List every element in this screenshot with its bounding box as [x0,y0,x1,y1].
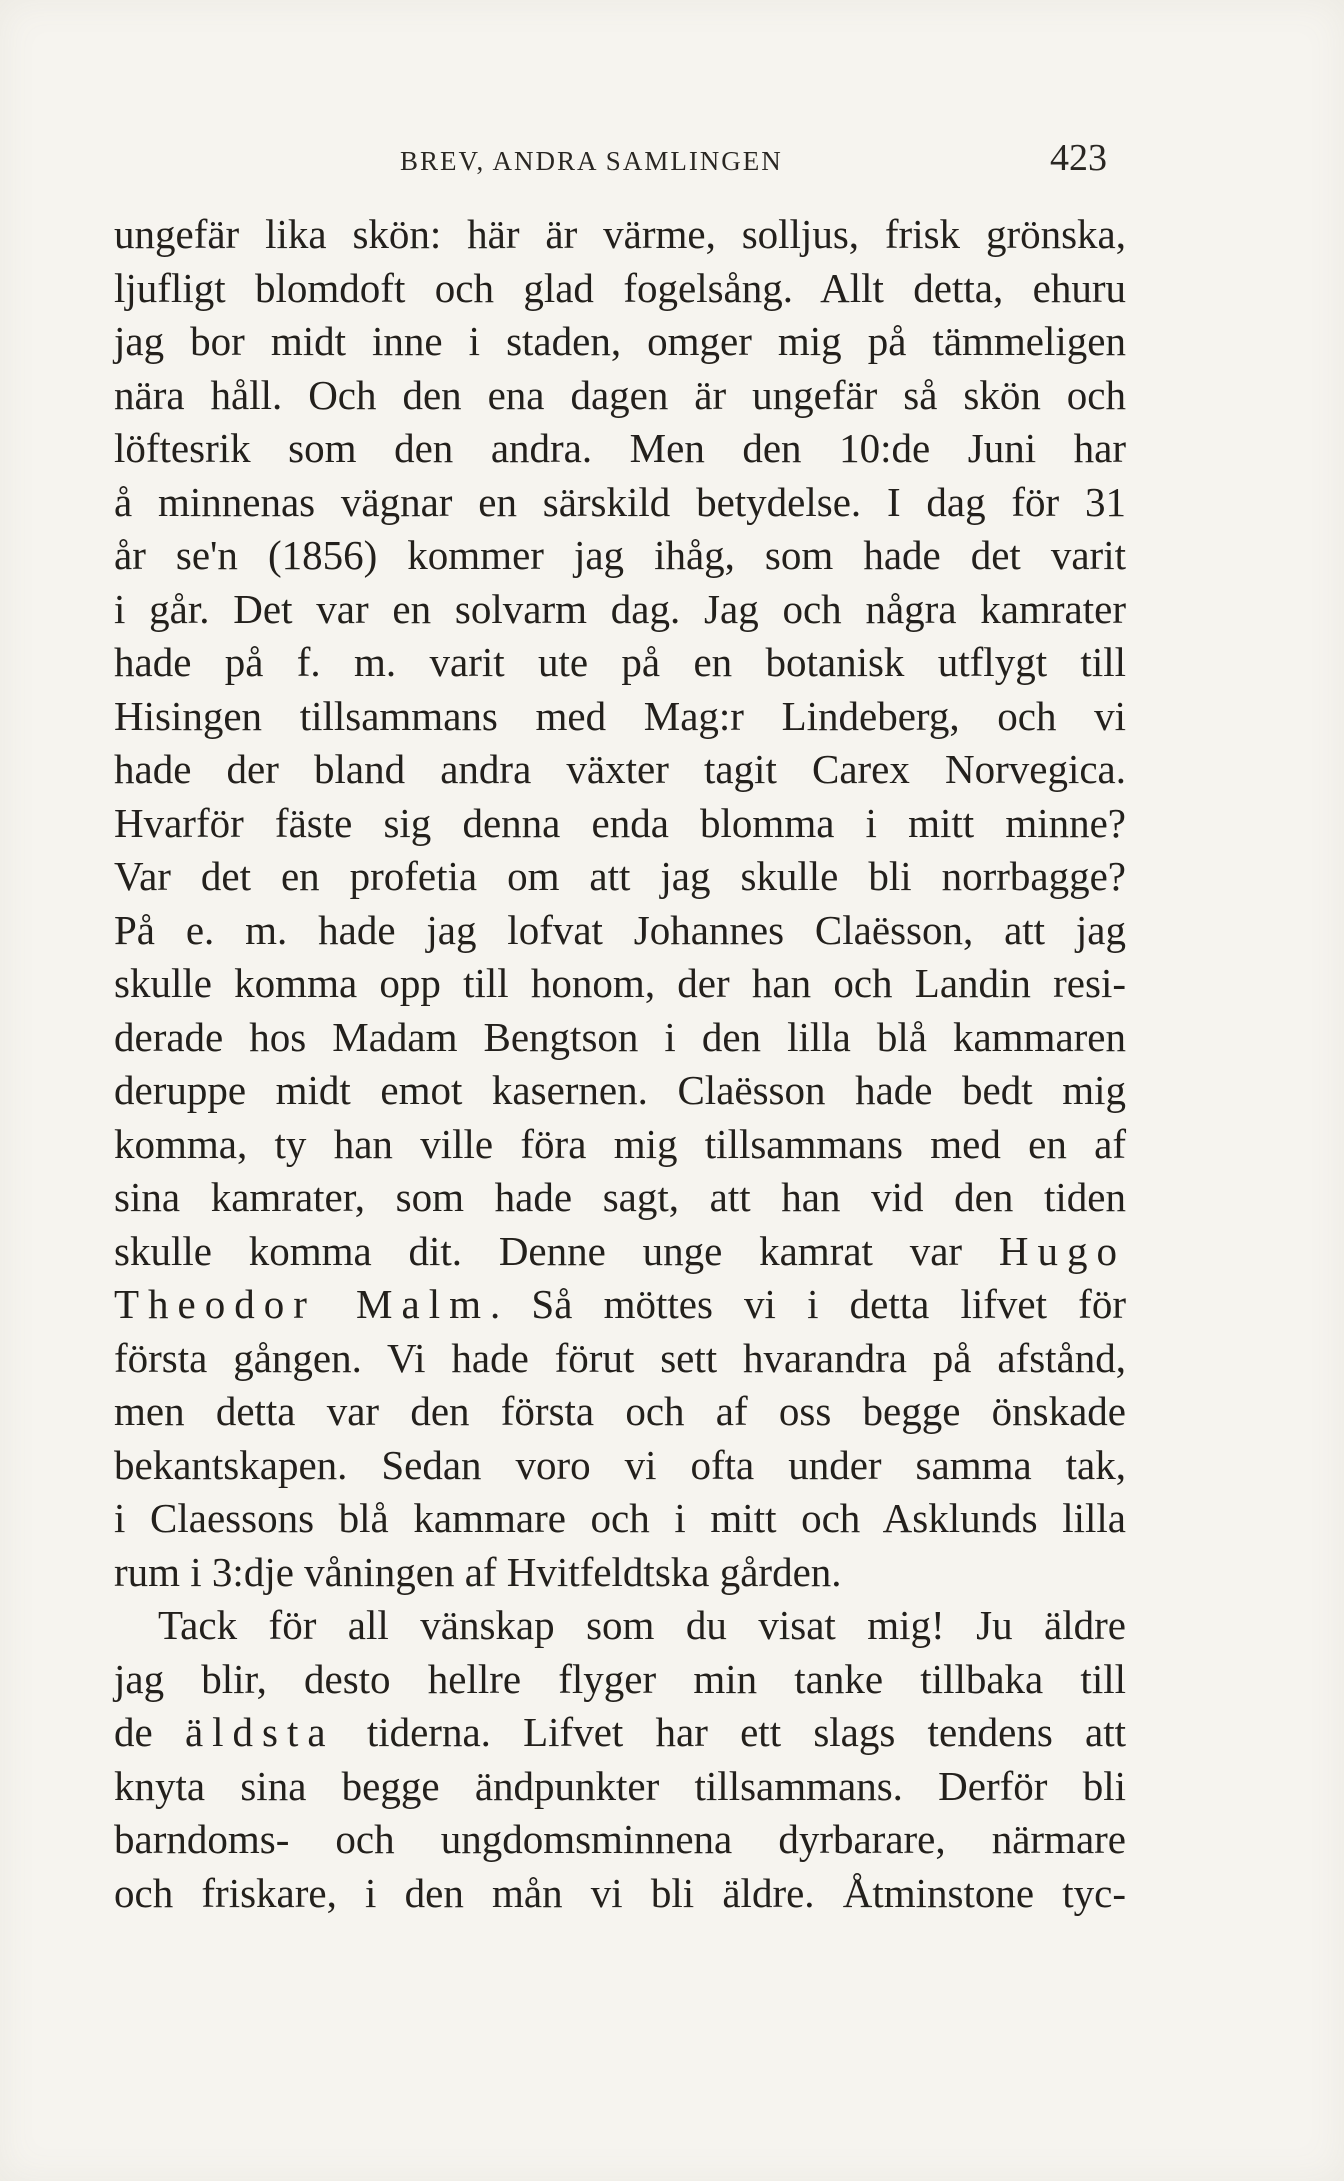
text-line: första gången. Vi hade förut sett hvarandra på afstånd, [114,1334,1126,1381]
text-line: jag blir, desto hellre flyger min tanke tillbaka till [114,1655,1126,1702]
spaced-word: äldsta [184,1709,335,1755]
text-segment: . Så möttes vi i detta lifvet för [490,1281,1126,1327]
text-line: jag bor midt inne i staden, omger mig på tämmeligen [114,318,1126,364]
text-line: å minnenas vägnar en särskild betydelse. I dag för 31 [114,478,1126,525]
paragraph-last-line: rum i 3:dje våningen af Hvitfeldtska gården. [114,1548,842,1595]
text-line: år se'n (1856) kommer jag ihåg, som hade det varit [114,532,1126,578]
spaced-name: Theodor Malm [114,1281,490,1327]
text-line: hade på f. m. varit ute på en botanisk utflygt till [114,639,1126,685]
text-line: i Claessons blå kammare och i mitt och Asklunds lilla [114,1495,1126,1541]
text-line-with-spaced-name [114,1278,1126,1332]
text-line: Hvarför fäste sig denna enda blomma i mitt minne? [114,799,1126,846]
text-line: hade der bland andra växter tagit Carex Norvegica. [114,746,1126,792]
text-line: skulle komma opp till honom, der han och Landin resi- [114,960,1126,1006]
text-line: ungefär lika skön: här är värme, solljus, frisk grönska, [114,211,1126,257]
paragraph-first-line: Tack för all vänskap som du visat mig! Ju äldre [158,1602,1126,1648]
text-line-with-spaced-name [114,1225,1126,1279]
body-text [114,208,1126,1920]
text-line: På e. m. hade jag lofvat Johannes Claësson, att jag [114,906,1126,953]
text-line: men detta var den första och af oss begge önskade [114,1388,1126,1434]
text-segment: skulle komma dit. Denne unge kamrat var [114,1227,963,1274]
text-line: löftesrik som den andra. Men den 10:de Juni har [114,425,1126,471]
text-line: barndoms- och ungdomsminnena dyrbarare, närmare [114,1816,1126,1862]
text-segment: de [114,1709,153,1755]
page-number: 423 [1050,137,1107,179]
text-line: sina kamrater, som hade sagt, att han vid den tiden [114,1174,1126,1220]
text-segment: tiderna. Lifvet har ett slags tendens att [366,1709,1127,1755]
running-head: BREV, ANDRA SAMLINGEN [400,146,783,176]
text-line: nära håll. Och den ena dagen är ungefär så skön och [114,371,1126,418]
text-line: derade hos Madam Bengtson i den lilla blå kammaren [114,1013,1126,1060]
text-line: i går. Det var en solvarm dag. Jag och några kamrater [114,585,1126,632]
text-line: Hisingen tillsammans med Mag:r Lindeberg, och vi [114,692,1126,739]
text-line: och friskare, i den mån vi bli äldre. Åtminstone tyc- [114,1869,1126,1916]
text-line: Var det en profetia om att jag skulle bli norrbagge? [114,853,1126,899]
text-line: komma, ty han ville föra mig tillsammans med en af [114,1120,1126,1167]
text-line: bekantskapen. Sedan voro vi ofta under samma tak, [114,1441,1126,1488]
text-line: deruppe midt emot kasernen. Claësson hade bedt mig [114,1067,1126,1113]
text-line-with-spaced-word [114,1706,1126,1760]
spaced-name: Hugo [998,1227,1126,1274]
text-line: ljufligt blomdoft och glad fogelsång. Allt detta, ehuru [114,264,1126,311]
text-line: knyta sina begge ändpunkter tillsammans. Derför bli [114,1762,1126,1809]
